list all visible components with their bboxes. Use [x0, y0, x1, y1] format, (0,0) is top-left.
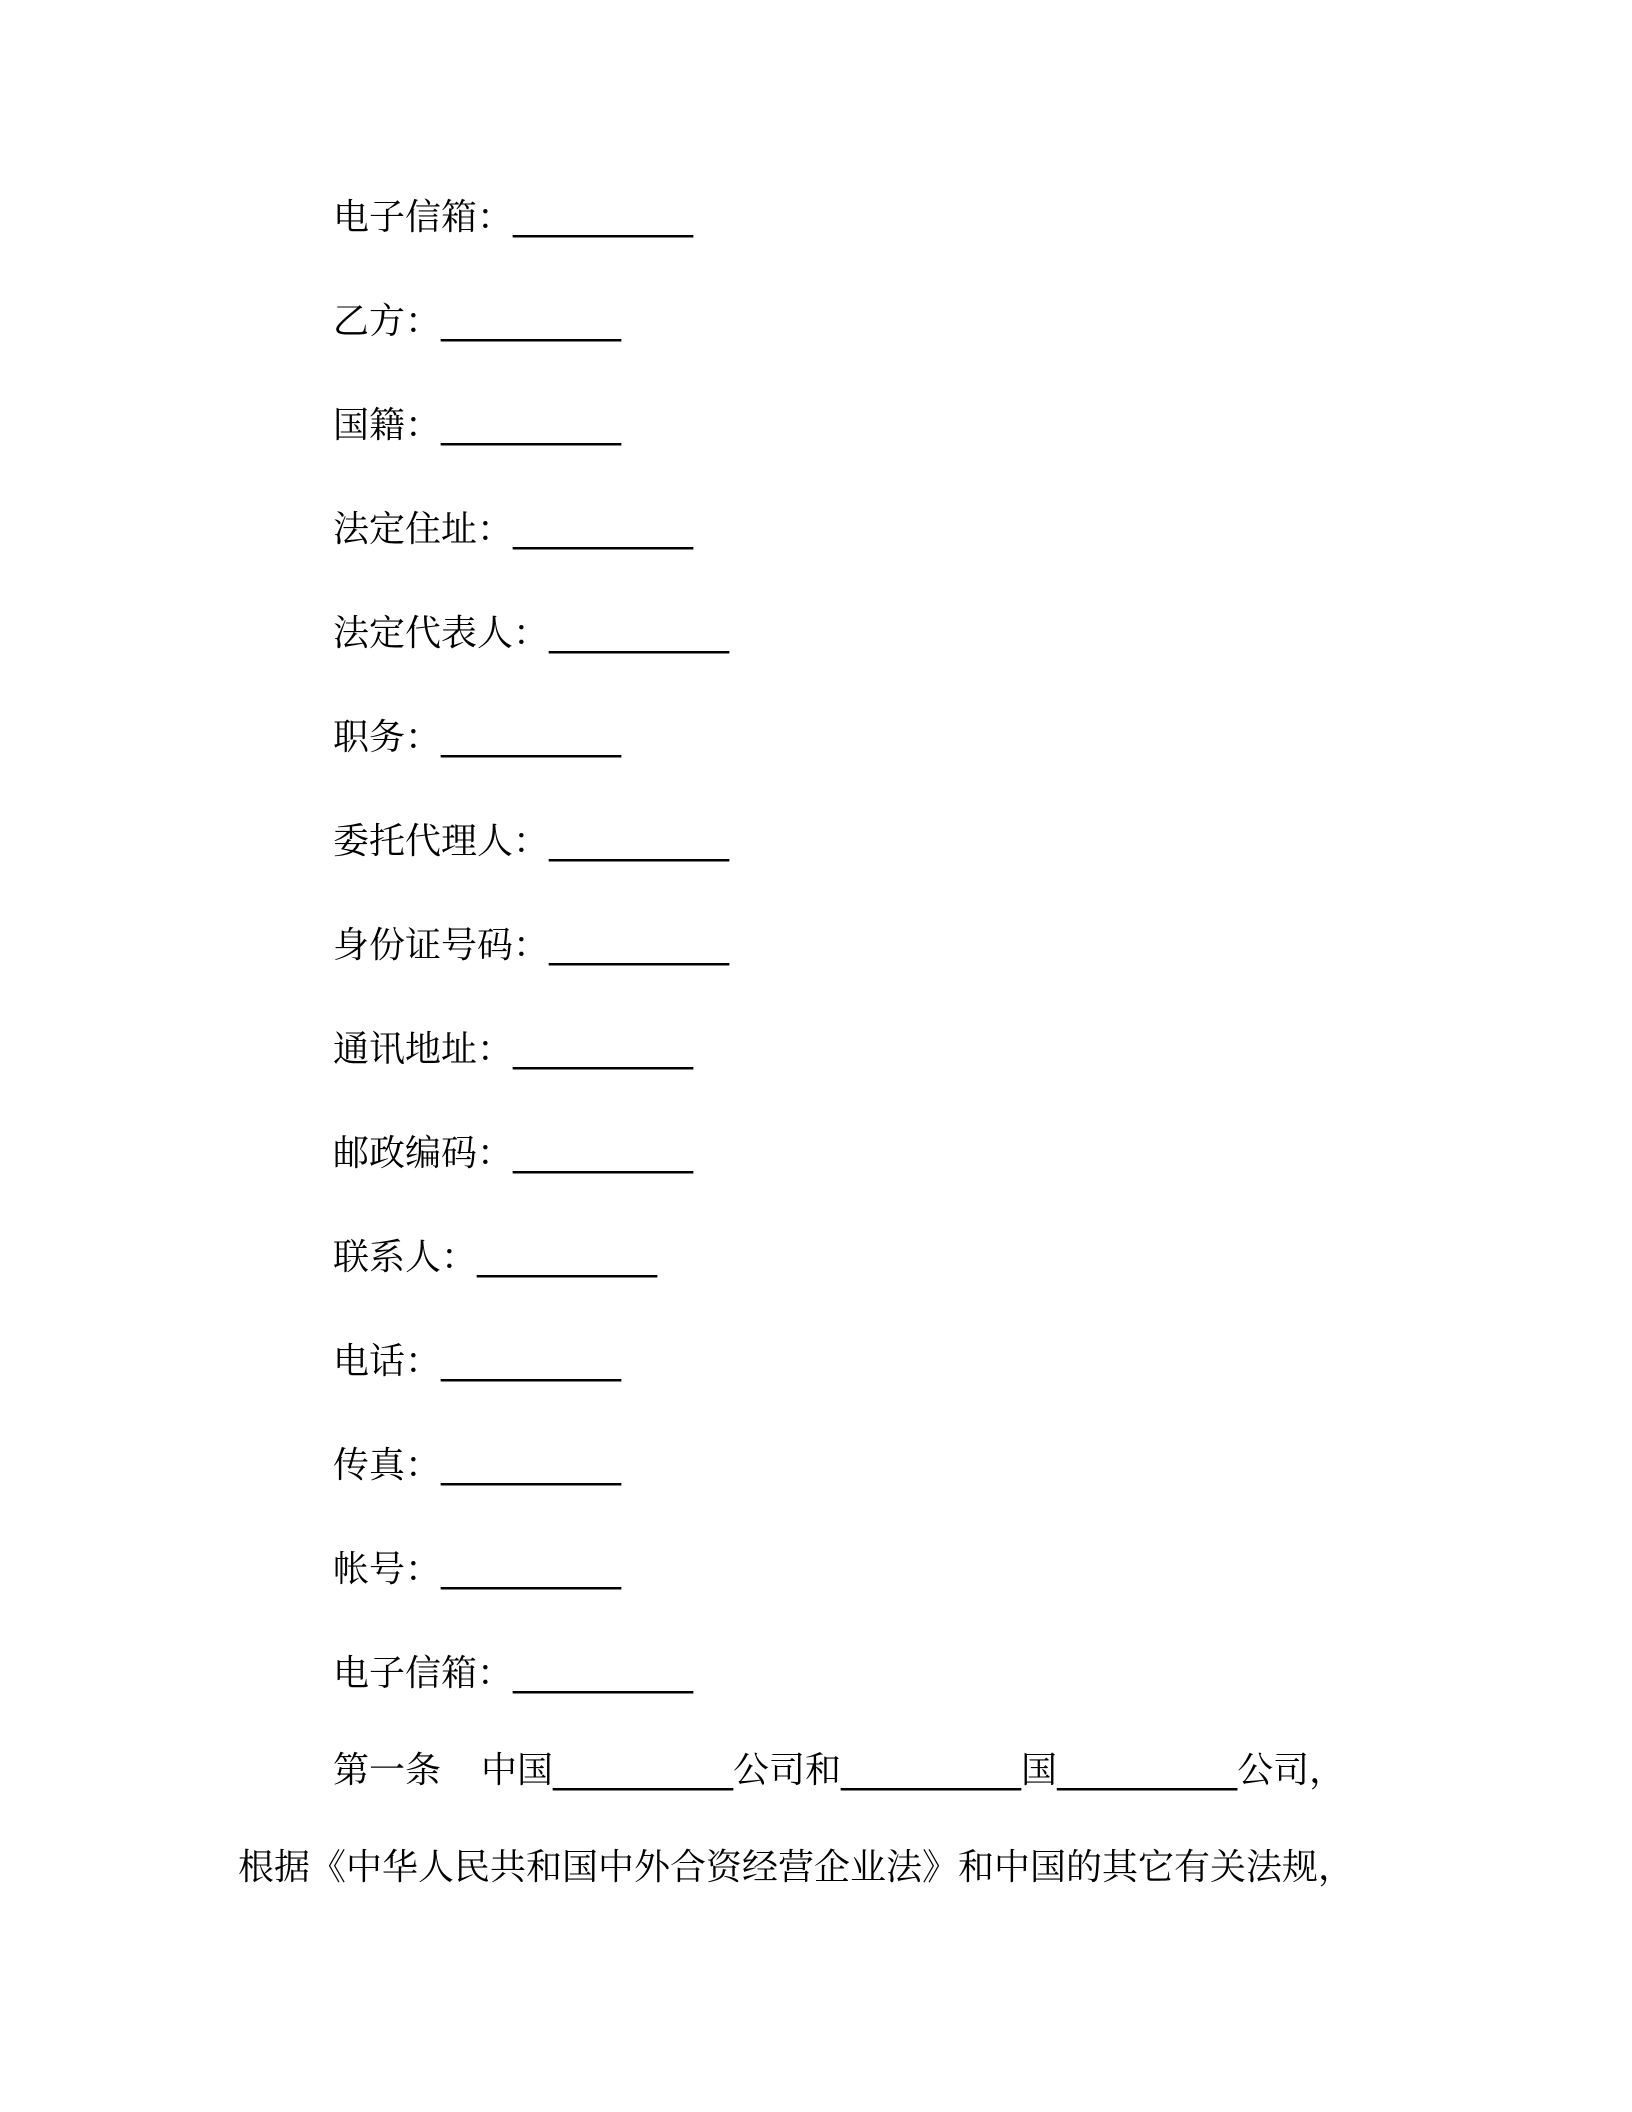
field-label: 传真： [333, 1445, 442, 1486]
field-blank: __________ [549, 821, 730, 862]
field-blank: __________ [513, 1653, 694, 1694]
field-position [333, 710, 729, 814]
field-label: 法定代表人： [333, 613, 550, 654]
field-label: 帐号： [333, 1549, 442, 1590]
article-one [238, 1743, 1398, 1896]
field-blank: __________ [441, 301, 622, 342]
field-party-b [333, 294, 729, 398]
field-label: 电子信箱： [333, 197, 514, 238]
field-label: 乙方： [333, 301, 442, 342]
field-label: 电话： [333, 1341, 442, 1382]
field-authorized-agent [333, 814, 729, 918]
field-email-party-b [333, 1646, 729, 1750]
field-account-number [333, 1542, 729, 1646]
field-nationality [333, 398, 729, 502]
field-label: 身份证号码： [333, 925, 550, 966]
field-blank: __________ [513, 1133, 694, 1174]
article-text-country: 国 [1021, 1750, 1058, 1791]
field-blank: __________ [441, 1549, 622, 1590]
field-label: 委托代理人： [333, 821, 550, 862]
field-blank: __________ [441, 1341, 622, 1382]
field-blank: __________ [477, 1237, 658, 1278]
field-postal-code [333, 1126, 729, 1230]
field-blank: __________ [441, 717, 622, 758]
field-label: 通讯地址： [333, 1029, 514, 1070]
article-blank: __________ [553, 1750, 734, 1791]
article-first-line [238, 1743, 1398, 1840]
field-mailing-address [333, 1022, 729, 1126]
field-legal-representative [333, 606, 729, 710]
field-label: 国籍： [333, 405, 442, 446]
field-blank: __________ [513, 509, 694, 550]
field-contact-person [333, 1230, 729, 1334]
article-number: 第一条 [333, 1750, 442, 1791]
field-label: 联系人： [333, 1237, 478, 1278]
field-blank: __________ [513, 197, 694, 238]
field-email-party-a [333, 190, 729, 294]
field-fax [333, 1438, 729, 1542]
field-telephone [333, 1334, 729, 1438]
field-legal-address [333, 502, 729, 606]
article-second-line: 根据《中华人民共和国中外合资经营企业法》和中国的其它有关法规， [238, 1847, 1355, 1888]
article-text-company: 公司， [1237, 1750, 1346, 1791]
article-text-china: 中国 [481, 1750, 554, 1791]
field-blank: __________ [441, 405, 622, 446]
article-blank: __________ [841, 1750, 1022, 1791]
field-label: 法定住址： [333, 509, 514, 550]
article-text-company-and: 公司和 [733, 1750, 842, 1791]
field-blank: __________ [549, 613, 730, 654]
field-blank: __________ [549, 925, 730, 966]
field-label: 邮政编码： [333, 1133, 514, 1174]
party-info-fields [333, 190, 729, 1750]
field-blank: __________ [441, 1445, 622, 1486]
article-blank: __________ [1057, 1750, 1238, 1791]
field-id-number [333, 918, 729, 1022]
field-label: 职务： [333, 717, 442, 758]
field-blank: __________ [513, 1029, 694, 1070]
field-label: 电子信箱： [333, 1653, 514, 1694]
